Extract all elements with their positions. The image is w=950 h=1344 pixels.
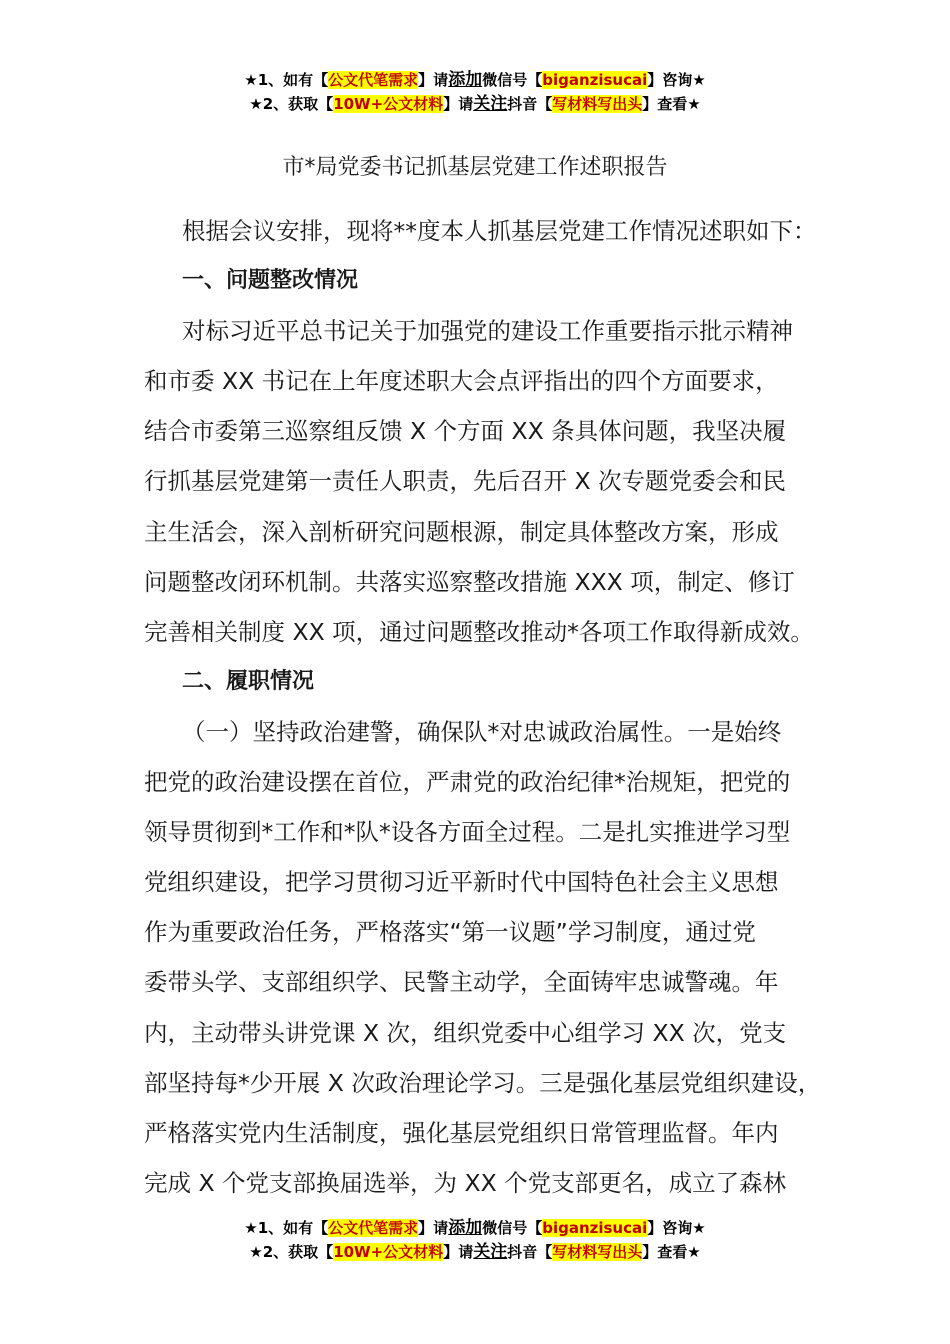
banner-text: 】请 xyxy=(418,1219,449,1237)
paragraph-line: 对标习近平总书记关于加强党的建设工作重要指示批示精神 xyxy=(182,317,793,346)
paragraph-line: 部坚持每*少开展 X 次政治理论学习。三是强化基层党组织建设， xyxy=(144,1068,822,1097)
banner-text: ★1、如有【 xyxy=(244,71,329,89)
banner-text: ★1、如有【 xyxy=(244,1219,329,1237)
banner-highlight: 10W+公文材料 xyxy=(333,95,444,113)
banner-highlight: 公文代笔需求 xyxy=(328,1219,419,1237)
paragraph-line: 根据会议安排，现将**度本人抓基层党建工作情况述职如下： xyxy=(182,217,817,245)
banner-line-1 xyxy=(0,68,950,92)
banner-douyin-account: 写材料写出头 xyxy=(552,95,643,113)
paragraph-line: 主生活会，深入剖析研究问题根源，制定具体整改方案，形成 xyxy=(144,517,779,546)
banner-text: 微信号【 xyxy=(482,71,543,89)
banner-emphasis: 关注 xyxy=(473,94,508,114)
paragraph-line: 问题整改闭环机制。共落实巡察整改措施 XXX 项，制定、修订 xyxy=(144,567,795,596)
header-banner xyxy=(0,68,950,116)
banner-wechat-id: biganzisucai xyxy=(542,71,648,89)
page-title: 市*局党委书记抓基层党建工作述职报告 xyxy=(282,155,668,180)
document-body xyxy=(144,206,834,1208)
paragraph-line: 委带头学、支部组织学、民警主动学，全面铸牢忠诚警魂。年 xyxy=(144,968,779,997)
banner-text: 】请 xyxy=(443,1243,474,1261)
paragraph-line: 作为重要政治任务，严格落实“第一议题”学习制度，通过党 xyxy=(144,918,756,947)
banner-text: 】请 xyxy=(418,71,449,89)
section-heading: 一、问题整改情况 xyxy=(182,268,359,294)
paragraph-line: 行抓基层党建第一责任人职责，先后召开 X 次专题党委会和民 xyxy=(144,467,787,496)
banner-text: 】查看★ xyxy=(642,1243,701,1261)
banner-text: 】请 xyxy=(443,95,474,113)
paragraph-line: 党组织建设，把学习贯彻习近平新时代中国特色社会主义思想 xyxy=(144,868,779,897)
banner-emphasis: 添加 xyxy=(448,1218,483,1238)
banner-text: ★2、获取【 xyxy=(249,95,334,113)
banner-highlight: 公文代笔需求 xyxy=(328,71,419,89)
banner-text: ★2、获取【 xyxy=(249,1243,334,1261)
paragraph-line: 结合市委第三巡察组反馈 X 个方面 XX 条具体问题，我坚决履 xyxy=(144,417,787,446)
banner-douyin-account: 写材料写出头 xyxy=(552,1243,643,1261)
paragraph-line: 把党的政治建设摆在首位，严肃党的政治纪律*治规矩，把党的 xyxy=(144,768,791,797)
banner-text: 抖音【 xyxy=(507,95,553,113)
banner-line-2 xyxy=(0,92,950,116)
paragraph-line: 领导贯彻到*工作和*队*设各方面全过程。二是扎实推进学习型 xyxy=(144,818,791,847)
banner-emphasis: 添加 xyxy=(448,70,483,90)
section-heading: 二、履职情况 xyxy=(182,668,315,694)
banner-text: 】咨询★ xyxy=(647,1219,706,1237)
footer-banner xyxy=(0,1216,950,1264)
paragraph-line: （一）坚持政治建警，确保队*对忠诚政治属性。一是始终 xyxy=(182,717,782,746)
banner-emphasis: 关注 xyxy=(473,1242,508,1262)
paragraph-line: 和市委 XX 书记在上年度述职大会点评指出的四个方面要求， xyxy=(144,367,779,396)
banner-line-1 xyxy=(0,1216,950,1240)
banner-wechat-id: biganzisucai xyxy=(542,1219,648,1237)
banner-text: 】咨询★ xyxy=(647,71,706,89)
paragraph-line: 内，主动带头讲党课 X 次，组织党委中心组学习 XX 次，党支 xyxy=(144,1018,787,1047)
paragraph-line: 严格落实党内生活制度，强化基层党组织日常管理监督。年内 xyxy=(144,1118,779,1147)
banner-text: 】查看★ xyxy=(642,95,701,113)
banner-text: 微信号【 xyxy=(482,1219,543,1237)
banner-highlight: 10W+公文材料 xyxy=(333,1243,444,1261)
paragraph-line: 完成 X 个党支部换届选举，为 XX 个党支部更名，成立了森林 xyxy=(144,1168,787,1197)
banner-text: 抖音【 xyxy=(507,1243,553,1261)
paragraph-line: 完善相关制度 XX 项，通过问题整改推动*各项工作取得新成效。 xyxy=(144,617,814,646)
banner-line-2 xyxy=(0,1240,950,1264)
